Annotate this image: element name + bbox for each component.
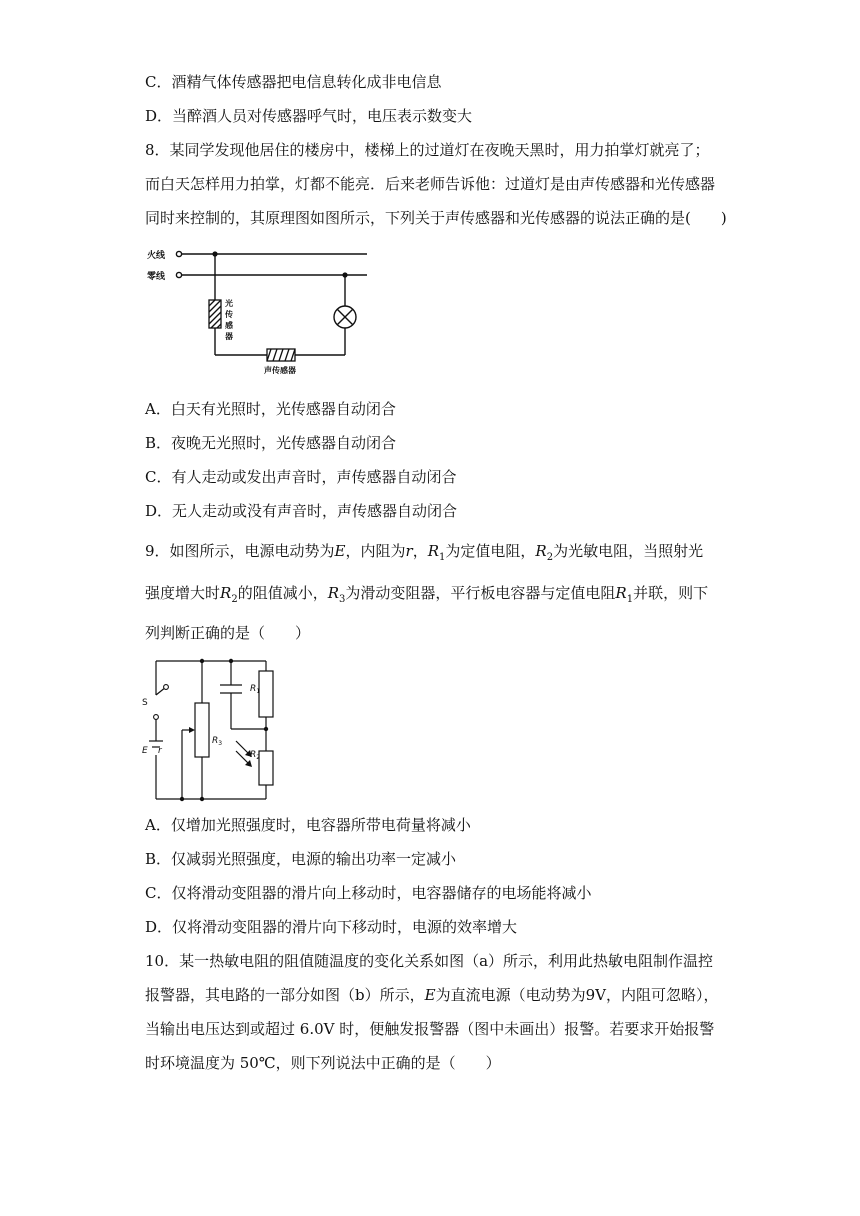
q9-option-d: D．仅将滑动变阻器的滑片向下移动时，电源的效率增大: [145, 918, 518, 936]
q7-option-c: C．酒精气体传感器把电信息转化成非电信息: [145, 73, 442, 91]
q9-text: 为光敏电阻，当照射光: [553, 542, 704, 560]
q9-var-r: r: [405, 542, 413, 560]
internal-resistance-label: r: [158, 746, 162, 756]
q10-stem-line-1: 10．某一热敏电阻的阻值随温度的变化关系如图（a）所示，利用此热敏电阻制作温控: [145, 952, 714, 970]
q10-text: 为直流电源（电动势为9V，内阻可忽略），: [435, 986, 719, 1004]
q9-option-a: A．仅增加光照强度时，电容器所带电荷量将减小: [145, 816, 471, 834]
r3-label: $R_3$: [212, 736, 223, 747]
q9-text: ，内阻为: [345, 542, 406, 560]
q10-stem-line-2: [145, 985, 718, 1005]
q9-sub: 2: [546, 552, 554, 563]
q8-option-b: B．夜晚无光照时，光传感器自动闭合: [145, 434, 397, 452]
light-sensor-label-3: 感: [225, 321, 233, 330]
q9-option-b: B．仅减弱光照强度，电源的输出功率一定减小: [145, 850, 457, 868]
q9-text: 9．如图所示，电源电动势为: [145, 542, 335, 560]
q9-var-r1: R: [615, 584, 627, 602]
q8-stem-line-2: 而白天怎样用力拍掌，灯都不能亮．后来老师告诉他：过道灯是由声传感器和光传感器: [145, 175, 716, 193]
emf-label: E: [142, 746, 148, 756]
q10-stem-line-4: 时环境温度为 50℃，则下列说法中正确的是（ ）: [145, 1054, 501, 1072]
q9-var-r2: R: [535, 542, 547, 560]
q8-option-d: D．无人走动或没有声音时，声传感器自动闭合: [145, 502, 458, 520]
q9-text: 并联，则下: [633, 584, 709, 602]
switch-label: S: [142, 698, 148, 708]
r2-label: $R_2$: [250, 750, 261, 761]
q9-text: 为滑动变阻器，平行板电容器与定值电阻: [345, 584, 616, 602]
sound-sensor-label: 声传感器: [264, 366, 296, 375]
q9-var-r1: R: [427, 542, 439, 560]
sound-sensor-icon: [267, 349, 295, 361]
q10-stem-line-3: 当输出电压达到或超过 6.0V 时，便触发报警器（图中未画出）报警。若要求开始报警: [145, 1020, 715, 1038]
q8-option-a: A．白天有光照时，光传感器自动闭合: [145, 400, 396, 418]
q7-option-d: D．当醉酒人员对传感器呼气时，电压表示数变大: [145, 107, 473, 125]
q9-var-r3: R: [327, 584, 339, 602]
q10-var-e: E: [424, 986, 436, 1004]
light-sensor-label-2: 传: [225, 310, 233, 319]
q8-stem-line-3: 同时来控制的，其原理图如图所示，下列关于声传感器和光传感器的说法正确的是( ): [145, 209, 727, 227]
q9-sub: 3: [339, 594, 346, 605]
q9-text: 为定值电阻，: [445, 542, 536, 560]
light-sensor-label-1: 光: [225, 299, 233, 308]
q9-sub: 2: [231, 594, 238, 605]
light-sensor-label-4: 器: [225, 332, 233, 341]
r1-label: $R_1$: [250, 684, 261, 695]
neutral-wire-label: 零线: [147, 272, 166, 282]
q9-sub: 1: [626, 594, 634, 605]
q9-text: 的阻值减小，: [237, 584, 328, 602]
q9-circuit-figure: [140, 655, 280, 805]
q8-circuit-figure: [145, 240, 375, 380]
q9-text: ，: [412, 542, 428, 560]
q9-sub: 1: [439, 552, 446, 563]
live-wire-label: 火线: [147, 251, 166, 261]
q8-option-c: C．有人走动或发出声音时，声传感器自动闭合: [145, 468, 457, 486]
q9-stem-line-2: [145, 583, 708, 610]
q8-stem-line-1: 8．某同学发现他居住的楼房中，楼梯上的过道灯在夜晚天黑时，用力拍掌灯就亮了；: [145, 141, 710, 159]
q9-stem-line-3: 列判断正确的是（ ）: [145, 624, 311, 642]
q9-text: 强度增大时: [145, 584, 221, 602]
q9-option-c: C．仅将滑动变阻器的滑片向上移动时，电容器储存的电场能将减小: [145, 884, 592, 902]
q9-var-e: E: [334, 542, 346, 560]
q10-text: 报警器，其电路的一部分如图（b）所示，: [145, 986, 425, 1004]
q9-var-r2: R: [220, 584, 232, 602]
q9-stem-line-1: [145, 541, 703, 568]
light-sensor-icon: [209, 300, 221, 328]
